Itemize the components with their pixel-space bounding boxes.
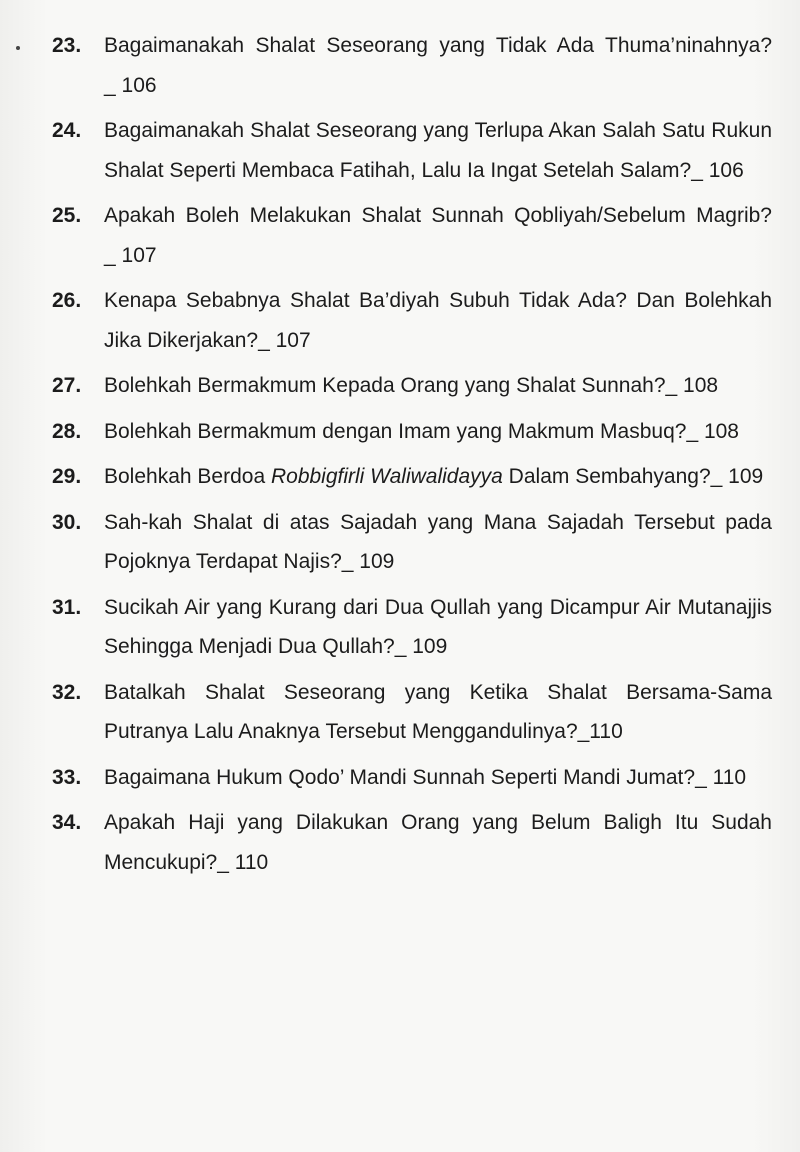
toc-entry-23 <box>52 26 772 105</box>
toc-text <box>104 758 772 798</box>
toc-entry-32 <box>52 673 772 752</box>
margin-dot <box>16 46 20 50</box>
toc-page-number: _ 109 <box>710 465 764 488</box>
toc-text <box>104 588 772 667</box>
toc-entry-26 <box>52 281 772 360</box>
toc-title: Sucikah Air yang Kurang dari Dua Qullah yang Dicampur Air Mutanajjis Sehingga Menjadi Dua Qullah? <box>104 595 772 658</box>
toc-page-number: _ 109 <box>341 550 395 573</box>
toc-number: 27. <box>52 374 82 397</box>
toc-title: Bagaimana Hukum Qodo’ Mandi Sunnah Seperti Mandi Jumat? <box>104 765 696 789</box>
toc-entry-27 <box>52 366 772 406</box>
toc-text <box>104 457 772 497</box>
toc-entry-34 <box>52 803 772 882</box>
toc-number: 30. <box>52 510 82 534</box>
toc-entry-31 <box>52 588 772 667</box>
toc-text <box>104 673 772 752</box>
toc-number: 25. <box>52 204 82 227</box>
toc-title: Bagaimanakah Shalat Seseorang yang Tidak Ada Thuma’ninahnya? <box>104 34 772 57</box>
toc-number: 31. <box>52 595 82 619</box>
toc-text <box>104 366 772 406</box>
toc-text <box>104 111 772 190</box>
toc-title-end: Dalam Sembahyang? <box>502 465 711 488</box>
toc-text <box>104 281 772 360</box>
toc-page-number: _ 110 <box>217 850 269 874</box>
toc-text <box>104 26 772 105</box>
toc-title: Batalkah Shalat Seseorang yang Ketika Shalat Bersama-Sama Putranya Lalu Anaknya Tersebut Menggandulinya? <box>104 680 772 743</box>
toc-number: 32. <box>52 680 82 704</box>
toc-entry-33 <box>52 758 772 798</box>
toc-title: Apakah Boleh Melakukan Shalat Sunnah Qobliyah/Sebelum Magrib? <box>104 204 772 227</box>
toc-number: 34. <box>52 811 82 834</box>
toc-title-italic: Robbigfirli Waliwalidayya <box>270 465 503 488</box>
toc-page-number: _ 110 <box>695 765 747 789</box>
toc-text <box>104 196 772 275</box>
toc-title: Bagaimanakah Shalat Seseorang yang Terlupa Akan Salah Satu Rukun Shalat Seperti Membaca Fatihah, Lalu Ia Ingat Setelah Salam? <box>104 119 772 182</box>
toc-entry-24 <box>52 111 772 190</box>
toc-page-number: _ 106 <box>104 73 157 97</box>
toc-entry-30 <box>52 503 772 582</box>
table-of-contents <box>52 26 772 888</box>
toc-entry-25 <box>52 196 772 275</box>
toc-entry-29 <box>52 457 772 497</box>
toc-number: 23. <box>52 34 82 57</box>
toc-text <box>104 503 772 582</box>
toc-page-number: _ 106 <box>691 158 744 182</box>
toc-text <box>104 803 772 882</box>
toc-title: Apakah Haji yang Dilakukan Orang yang Belum Baligh Itu Sudah Mencukupi? <box>104 811 772 874</box>
toc-page-number: _ 108 <box>665 374 719 397</box>
toc-number: 29. <box>52 465 82 488</box>
toc-number: 26. <box>52 289 82 312</box>
toc-title: Bolehkah Bermakmum Kepada Orang yang Shalat Sunnah? <box>104 374 666 397</box>
toc-number: 33. <box>52 765 82 789</box>
toc-page-number: _ 107 <box>258 328 311 352</box>
toc-page-number: _ 107 <box>104 243 157 267</box>
toc-entry-28 <box>52 412 772 452</box>
toc-number: 24. <box>52 119 82 142</box>
toc-page-number: _ 109 <box>394 635 448 658</box>
toc-title: Sah-kah Shalat di atas Sajadah yang Mana Sajadah Tersebut pada Pojoknya Terdapat Najis? <box>104 510 772 573</box>
toc-number: 28. <box>52 419 82 443</box>
toc-title: Bolehkah Berdoa <box>104 465 271 488</box>
toc-text <box>104 412 772 452</box>
toc-page-number: _110 <box>577 720 623 743</box>
toc-title: Bolehkah Bermakmum dengan Imam yang Makmum Masbuq? <box>104 419 687 443</box>
toc-title: Kenapa Sebabnya Shalat Ba’diyah Subuh Tidak Ada? Dan Bolehkah Jika Dikerjakan? <box>104 289 772 352</box>
toc-page-number: _ 108 <box>686 419 739 443</box>
